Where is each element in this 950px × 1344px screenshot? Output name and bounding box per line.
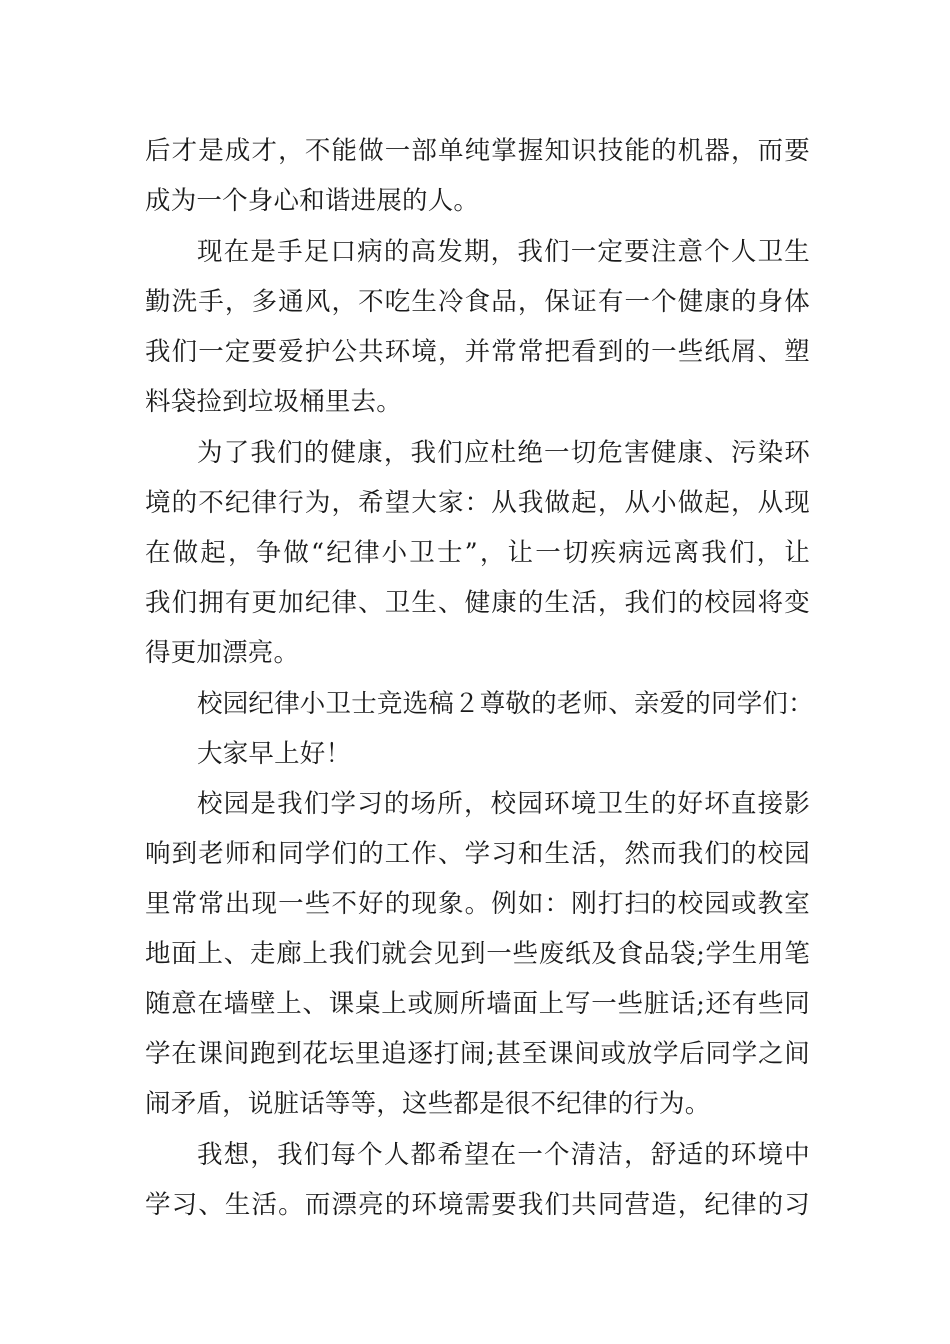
- text-line: 料袋捡到垃圾桶里去。: [145, 387, 403, 417]
- text-line: 校园是我们学习的场所，校园环境卫生的好坏直接影: [197, 789, 810, 819]
- text-line: 闹矛盾，说脏话等等，这些都是很不纪律的行为。: [145, 1089, 711, 1119]
- text-line: 在做起，争做“纪律小卫士”，让一切疾病远离我们，让: [145, 538, 810, 568]
- text-line: 学在课间跑到花坛里追逐打闹;甚至课间或放学后同学之间: [145, 1039, 810, 1069]
- text-line: 我想，我们每个人都希望在一个清洁，舒适的环境中: [197, 1140, 810, 1170]
- text-line: 境的不纪律行为，希望大家：从我做起，从小做起，从现: [145, 488, 810, 518]
- text-line: 现在是手足口病的高发期，我们一定要注意个人卫生: [197, 237, 810, 267]
- text-line: 地面上、走廊上我们就会见到一些废纸及食品袋;学生用笔: [145, 939, 810, 969]
- text-line: 后才是成才，不能做一部单纯掌握知识技能的机器，而要: [145, 136, 810, 166]
- text-line: 为了我们的健康，我们应杜绝一切危害健康、污染环: [197, 438, 810, 468]
- text-line: 我们拥有更加纪律、卫生、健康的生活，我们的校园将变: [145, 588, 810, 618]
- text-line: 随意在墙壁上、课桌上或厕所墙面上写一些脏话;还有些同: [145, 989, 810, 1019]
- text-line: 勤洗手，多通风，不吃生冷食品，保证有一个健康的身体: [145, 287, 810, 317]
- text-line: 我们一定要爱护公共环境，并常常把看到的一些纸屑、塑: [145, 337, 810, 367]
- text-line: 成为一个身心和谐进展的人。: [145, 186, 480, 216]
- text-line: 得更加漂亮。: [145, 638, 300, 668]
- section-heading-line: 校园纪律小卫士竞选稿２尊敬的老师、亲爱的同学们：: [197, 689, 814, 719]
- text-line: 学习、生活。而漂亮的环境需要我们共同营造，纪律的习: [145, 1190, 810, 1220]
- body-text: [145, 126, 814, 1230]
- text-line: 响到老师和同学们的工作、学习和生活，然而我们的校园: [145, 839, 810, 869]
- text-line: 里常常出现一些不好的现象。例如：刚打扫的校园或教室: [145, 889, 810, 919]
- greeting-line: 大家早上好！: [197, 739, 352, 769]
